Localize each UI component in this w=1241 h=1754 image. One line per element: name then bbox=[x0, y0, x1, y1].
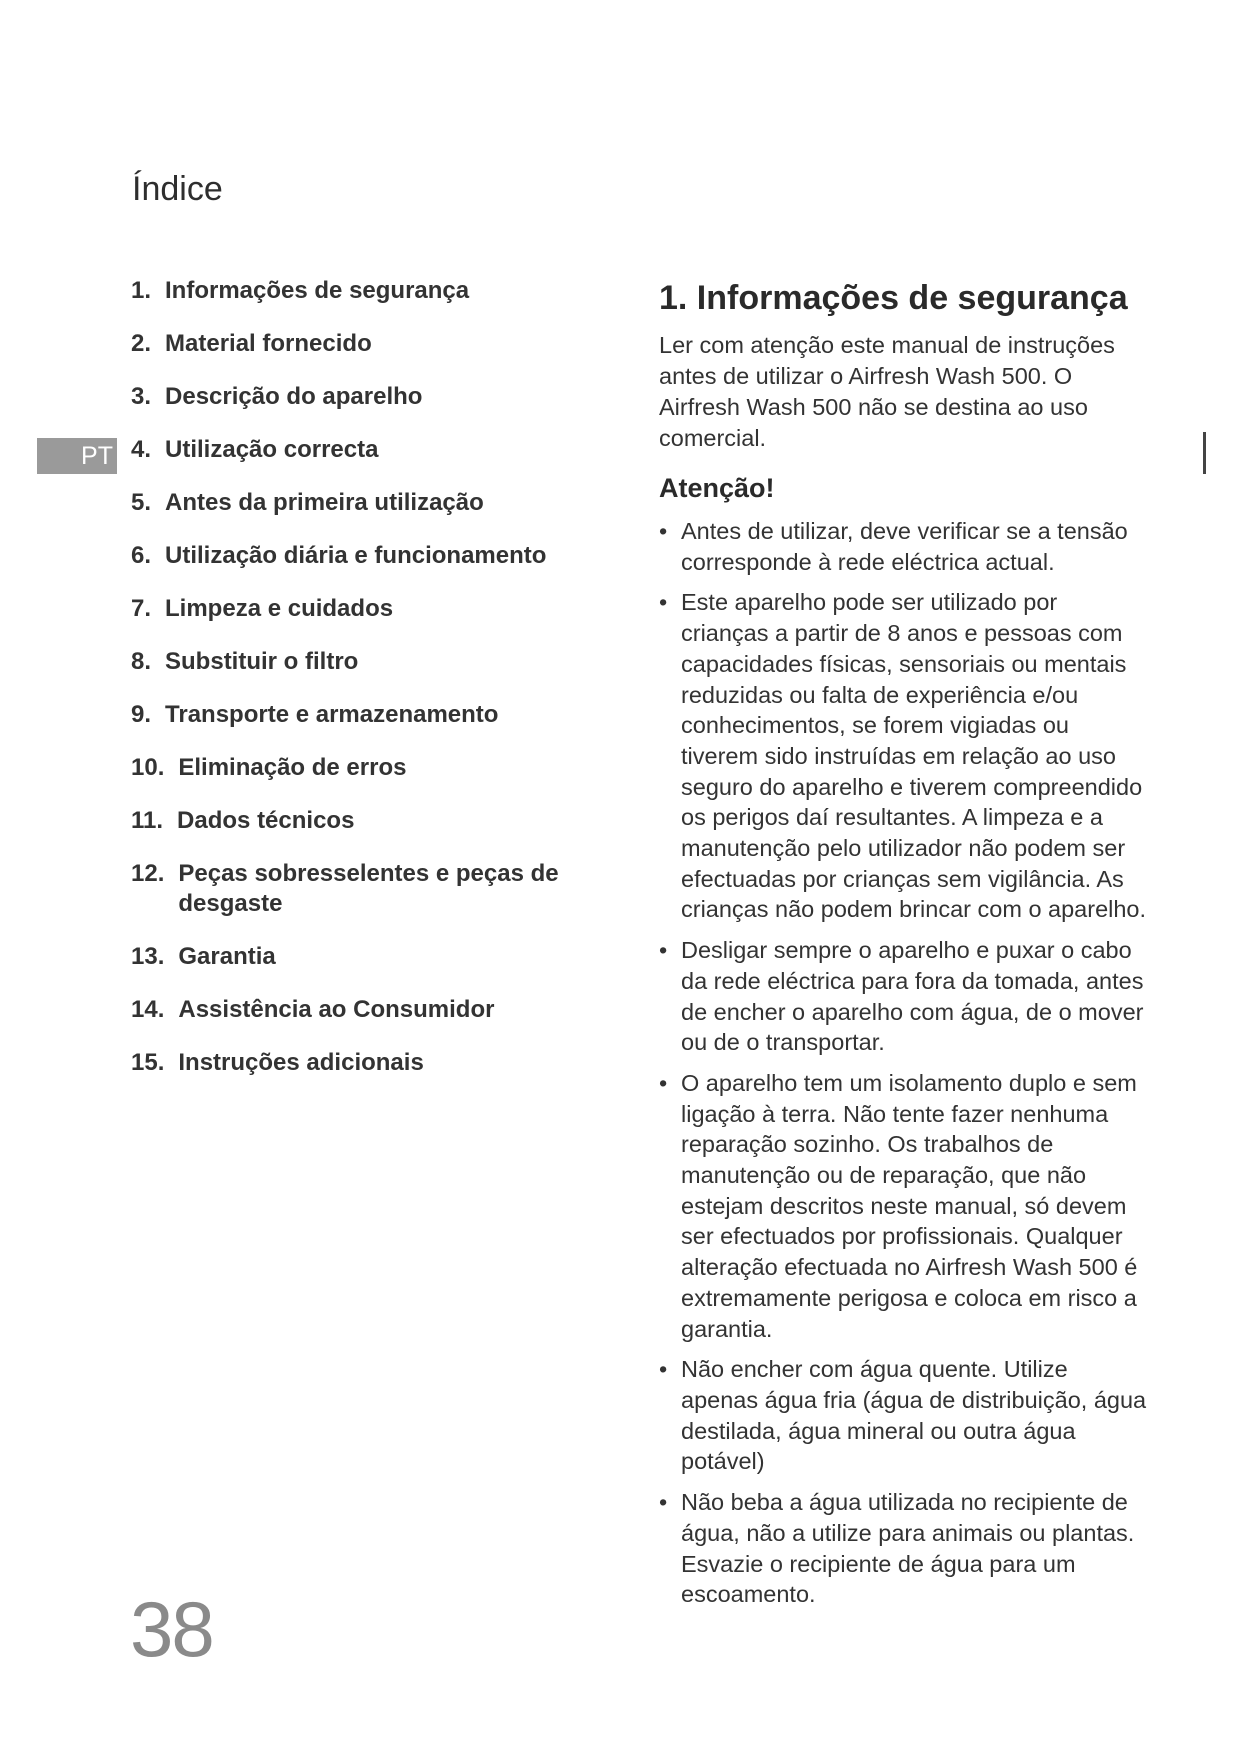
toc-item-10[interactable] bbox=[131, 753, 601, 783]
toc-label: Descrição do aparelho bbox=[165, 383, 423, 410]
toc-label: Material fornecido bbox=[165, 330, 372, 357]
toc-number: 7. bbox=[131, 595, 152, 622]
toc-item-14[interactable] bbox=[131, 995, 601, 1025]
toc-item-12[interactable] bbox=[131, 859, 601, 919]
toc-item-4[interactable] bbox=[131, 435, 601, 465]
toc-label: Dados técnicos bbox=[177, 807, 355, 834]
toc-number: 2. bbox=[131, 330, 152, 357]
toc-item-3[interactable] bbox=[131, 382, 601, 412]
page-number: 38 bbox=[130, 1585, 213, 1673]
safety-bullet: • Desligar sempre o aparelho e puxar o cabo da rede eléctrica para fora da tomada, antes de encher o aparelho com água, de o mover ou de o transportar. bbox=[659, 935, 1149, 1058]
language-tab: PT bbox=[37, 438, 117, 474]
safety-bullet-list bbox=[659, 516, 1149, 1610]
toc-number: 13. bbox=[131, 943, 165, 970]
toc-item-5[interactable] bbox=[131, 488, 601, 518]
safety-bullet: • Não encher com água quente. Utilize apenas água fria (água de distribuição, água destilada, água mineral ou outra água potável) bbox=[659, 1354, 1149, 1477]
toc-item-15[interactable] bbox=[131, 1048, 601, 1078]
margin-marker bbox=[1203, 432, 1206, 474]
toc-label: Utilização correcta bbox=[165, 436, 379, 463]
toc-item-11[interactable] bbox=[131, 806, 601, 836]
toc-label: Transporte e armazenamento bbox=[165, 701, 499, 728]
safety-bullet: • Antes de utilizar, deve verificar se a tensão corresponde à rede eléctrica actual. bbox=[659, 516, 1149, 577]
toc-label: Garantia bbox=[178, 943, 276, 970]
toc-label: Peças sobresselentes e peças de desgaste bbox=[178, 860, 559, 917]
toc-label: Antes da primeira utilização bbox=[165, 489, 484, 516]
toc-number: 11. bbox=[131, 807, 164, 834]
toc-item-6[interactable] bbox=[131, 541, 601, 571]
table-of-contents bbox=[131, 276, 601, 1101]
toc-number: 5. bbox=[131, 489, 152, 516]
safety-bullet: • O aparelho tem um isolamento duplo e sem ligação à terra. Não tente fazer nenhuma reparação sozinho. Os trabalhos de manutenção ou de reparação, que não estejam descritos neste manual, só devem ser efectuados por profissionais. Qualquer alteração efectuada no Airfresh Wash 500 é extremamente perigosa e coloca em risco a garantia. bbox=[659, 1068, 1149, 1344]
toc-number: 9. bbox=[131, 701, 152, 728]
toc-item-7[interactable] bbox=[131, 594, 601, 624]
toc-number: 15. bbox=[131, 1049, 165, 1076]
toc-number: 6. bbox=[131, 542, 152, 569]
toc-label: Assistência ao Consumidor bbox=[178, 996, 495, 1023]
toc-number: 1. bbox=[131, 277, 152, 304]
toc-number: 14. bbox=[131, 996, 165, 1023]
toc-label: Utilização diária e funcionamento bbox=[165, 542, 547, 569]
toc-number: 8. bbox=[131, 648, 152, 675]
toc-label: Limpeza e cuidados bbox=[165, 595, 394, 622]
toc-item-1[interactable] bbox=[131, 276, 601, 306]
attention-heading: Atenção! bbox=[659, 473, 775, 503]
section-heading: 1. Informações de segurança bbox=[659, 279, 1128, 317]
toc-label: Eliminação de erros bbox=[178, 754, 407, 781]
safety-section bbox=[659, 276, 1149, 1620]
toc-item-2[interactable] bbox=[131, 329, 601, 359]
toc-number: 4. bbox=[131, 436, 152, 463]
section-intro: Ler com atenção este manual de instruções antes de utilizar o Airfresh Wash 500. O Airfresh Wash 500 não se destina ao uso comercial. bbox=[659, 332, 1115, 451]
toc-item-9[interactable] bbox=[131, 700, 601, 730]
toc-label: Informações de segurança bbox=[165, 277, 470, 304]
toc-number: 10. bbox=[131, 754, 165, 781]
page-title: Índice bbox=[132, 170, 223, 208]
safety-bullet: • Não beba a água utilizada no recipiente de água, não a utilize para animais ou plantas. Esvazie o recipiente de água para um escoamento. bbox=[659, 1487, 1149, 1610]
toc-number: 3. bbox=[131, 383, 152, 410]
toc-label: Substituir o filtro bbox=[165, 648, 359, 675]
toc-item-8[interactable] bbox=[131, 647, 601, 677]
toc-label: Instruções adicionais bbox=[178, 1049, 424, 1076]
safety-bullet: • Este aparelho pode ser utilizado por crianças a partir de 8 anos e pessoas com capacidades físicas, sensoriais ou mentais reduzidas ou falta de experiência e/ou conhecimentos, se forem vigiadas ou tiverem sido instruídas em relação ao uso seguro do aparelho e tiverem compreendido os perigos daí resultantes. A limpeza e a manutenção pelo utilizador não podem ser efectuadas por crianças sem vigilância. As crianças não podem brincar com o aparelho. bbox=[659, 587, 1149, 925]
toc-item-13[interactable] bbox=[131, 942, 601, 972]
toc-number: 12. bbox=[131, 860, 165, 887]
